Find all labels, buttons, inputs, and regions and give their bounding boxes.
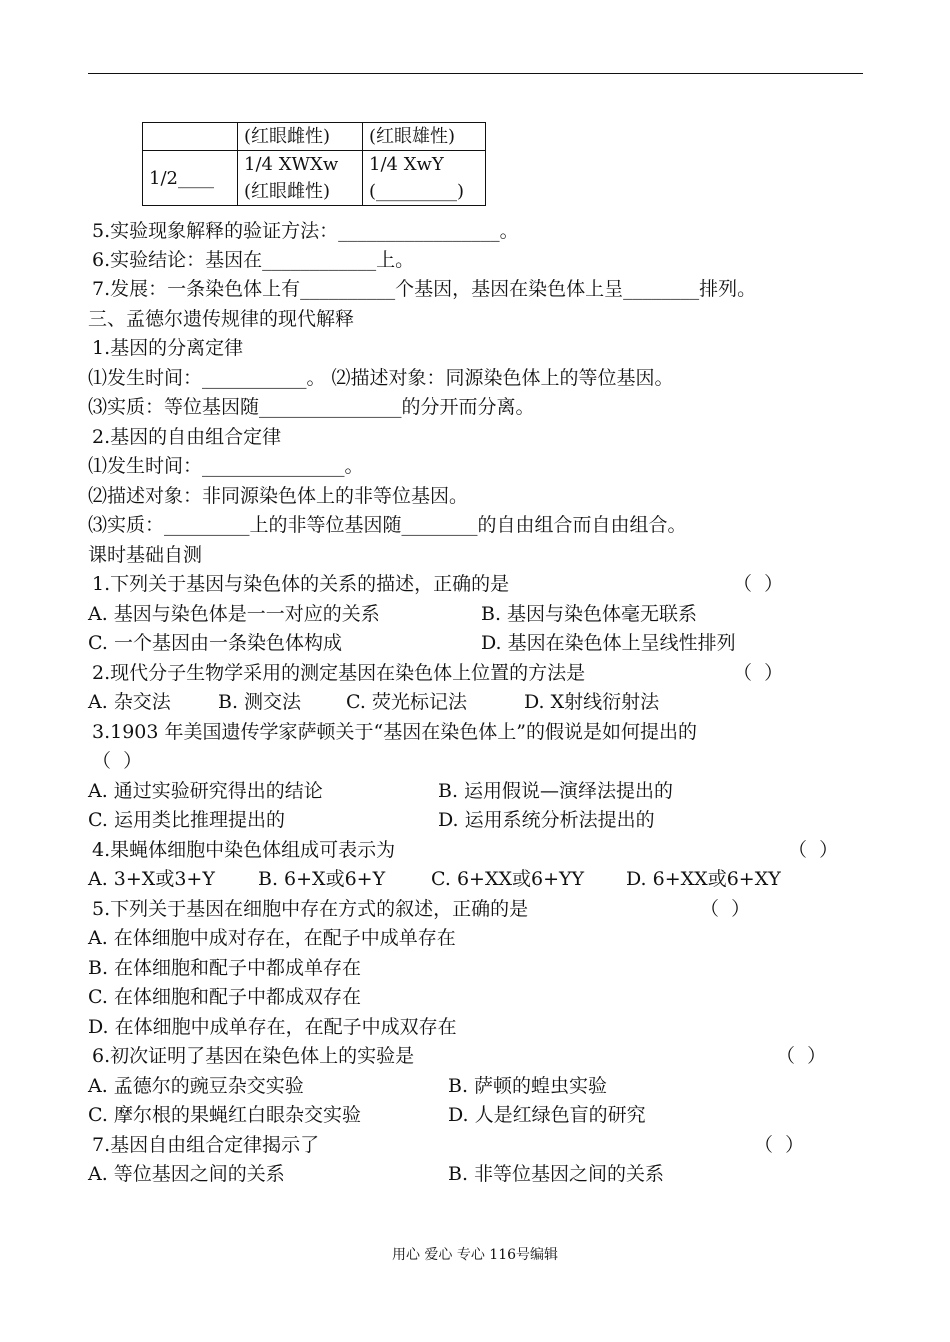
cell-line: 1/4 XwY bbox=[369, 154, 444, 175]
option-b: B. 6+X或6+Y bbox=[258, 868, 386, 890]
answer-paren: （ ） bbox=[733, 573, 784, 595]
question-1: 1.下列关于基因与染色体的关系的描述，正确的是 bbox=[92, 573, 510, 595]
text-line: 2.基因的自由组合定律 bbox=[92, 426, 282, 448]
option-c: C. 摩尔根的果蝇红白眼杂交实验 bbox=[88, 1104, 361, 1126]
answer-paren: （ ） bbox=[700, 898, 751, 920]
option-c: C. 荧光标记法 bbox=[346, 691, 467, 713]
cell-line: (红眼雌性) bbox=[244, 181, 331, 202]
question-7: 7.基因自由组合定律揭示了 bbox=[92, 1134, 320, 1156]
text-line: ⑴发生时间：___________。 ⑵描述对象：同源染色体上的等位基因。 bbox=[88, 367, 674, 389]
cell-line: (_________) bbox=[369, 181, 465, 202]
answer-paren: （ ） bbox=[776, 1045, 827, 1067]
table-cell bbox=[363, 151, 486, 206]
option-c: C. 6+XX或6+YY bbox=[431, 868, 585, 890]
option-d: D. 基因在染色体上呈线性排列 bbox=[481, 632, 736, 654]
section-heading: 三、孟德尔遗传规律的现代解释 bbox=[88, 308, 355, 330]
option-b: B. 运用假说—演绎法提出的 bbox=[438, 780, 674, 802]
header-rule bbox=[88, 73, 863, 74]
option-a: A. 通过实验研究得出的结论 bbox=[88, 780, 323, 802]
table-cell bbox=[143, 123, 238, 151]
table-cell: 1/2____ bbox=[143, 151, 238, 206]
text-line: 7.发展：一条染色体上有__________个基因，基因在染色体上呈________排列。 bbox=[92, 278, 757, 300]
question-4: 4.果蝇体细胞中染色体组成可表示为 bbox=[92, 839, 396, 861]
option-a: A. 孟德尔的豌豆杂交实验 bbox=[88, 1075, 304, 1097]
option-a: A. 基因与染色体是一一对应的关系 bbox=[88, 603, 380, 625]
page-footer: 用心 爱心 专心 116号编辑 bbox=[391, 1247, 559, 1263]
option-d: D. 6+XX或6+XY bbox=[626, 868, 781, 890]
question-6: 6.初次证明了基因在染色体上的实验是 bbox=[92, 1045, 415, 1067]
option-a: A. 等位基因之间的关系 bbox=[88, 1163, 285, 1185]
answer-paren: （ ） bbox=[92, 750, 143, 772]
option-b: B. 萨顿的蝗虫实验 bbox=[448, 1075, 608, 1097]
option-d: D. 人是红绿色盲的研究 bbox=[448, 1104, 646, 1126]
option-d: D. 在体细胞中成单存在，在配子中成双存在 bbox=[88, 1016, 457, 1038]
answer-paren: （ ） bbox=[754, 1134, 805, 1156]
table-row bbox=[143, 123, 486, 151]
answer-paren: （ ） bbox=[788, 839, 839, 861]
table-cell: (红眼雌性) bbox=[238, 123, 363, 151]
option-c: C. 一个基因由一条染色体构成 bbox=[88, 632, 342, 654]
option-b: B. 在体细胞和配子中都成单存在 bbox=[88, 957, 362, 979]
genotype-table bbox=[142, 122, 486, 206]
option-c: C. 在体细胞和配子中都成双存在 bbox=[88, 986, 361, 1008]
question-2: 2.现代分子生物学采用的测定基因在染色体上位置的方法是 bbox=[92, 662, 586, 684]
text-line: 1.基因的分离定律 bbox=[92, 337, 244, 359]
option-a: A. 杂交法 bbox=[88, 691, 171, 713]
text-line: ⑵描述对象：非同源染色体上的非等位基因。 bbox=[88, 485, 469, 507]
text-line: ⑶实质：等位基因随_______________的分开而分离。 bbox=[88, 396, 535, 418]
question-3: 3.1903 年美国遗传学家萨顿关于“基因在染色体上”的假说是如何提出的 bbox=[92, 721, 697, 743]
text-line: 5.实验现象解释的验证方法：_________________。 bbox=[92, 220, 519, 242]
question-5: 5.下列关于基因在细胞中存在方式的叙述，正确的是 bbox=[92, 898, 529, 920]
table-cell bbox=[238, 151, 363, 206]
option-c: C. 运用类比推理提出的 bbox=[88, 809, 285, 831]
text-line: ⑴发生时间：_______________。 bbox=[88, 455, 364, 477]
option-d: D. X射线衍射法 bbox=[524, 691, 660, 713]
option-d: D. 运用系统分析法提出的 bbox=[438, 809, 655, 831]
text-line: 6.实验结论：基因在____________上。 bbox=[92, 249, 415, 271]
answer-paren: （ ） bbox=[733, 662, 784, 684]
option-b: B. 非等位基因之间的关系 bbox=[448, 1163, 665, 1185]
option-b: B. 测交法 bbox=[218, 691, 302, 713]
option-a: A. 3+X或3+Y bbox=[88, 868, 215, 890]
option-b: B. 基因与染色体毫无联系 bbox=[481, 603, 698, 625]
table-cell: (红眼雄性) bbox=[363, 123, 486, 151]
table-row bbox=[143, 151, 486, 206]
option-a: A. 在体细胞中成对存在，在配子中成单存在 bbox=[88, 927, 456, 949]
section-heading: 课时基础自测 bbox=[88, 544, 203, 566]
text-line: ⑶实质：_________上的非等位基因随________的自由组合而自由组合。 bbox=[88, 514, 687, 536]
cell-line: 1/4 XWXw bbox=[244, 154, 339, 175]
